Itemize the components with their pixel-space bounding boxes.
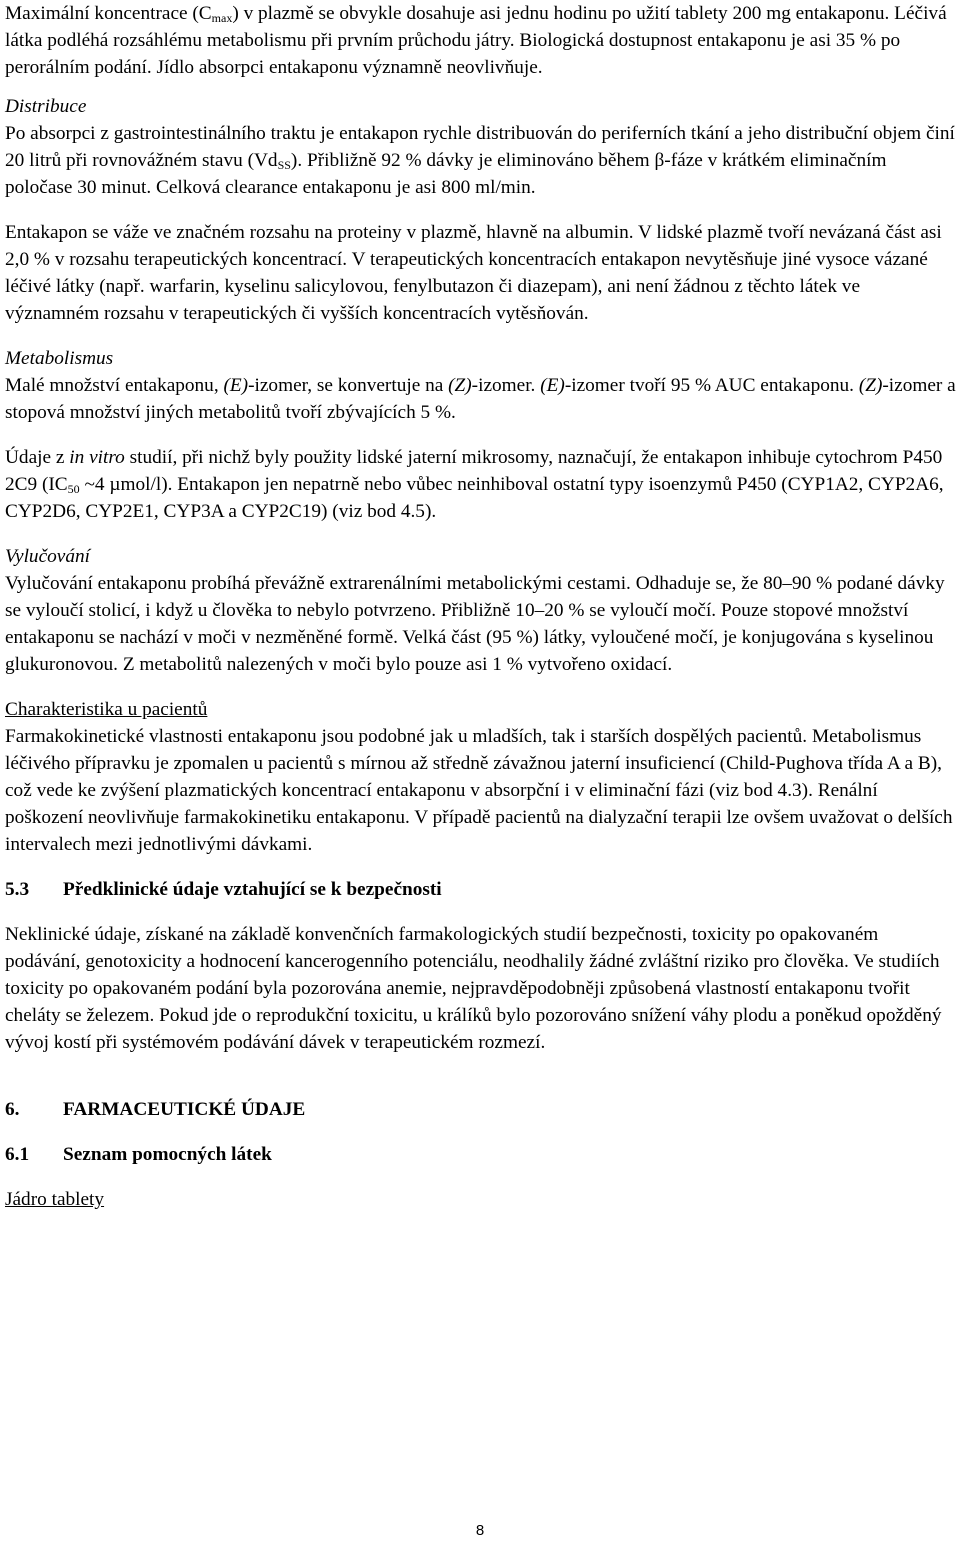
text-run: ~4 µmol/l). Entakapon jen nepatrně nebo vůbec neinhiboval ostatní typy isoenzymů P450 (CYP1A2, CYP2A6, CYP2D6, CYP2E1, CYP3A a CYP2C19) (viz bod 4.5). bbox=[5, 474, 944, 522]
section-title: Předklinické údaje vztahující se k bezpečnosti bbox=[63, 879, 442, 900]
section-number: 6.1 bbox=[5, 1144, 30, 1165]
page-number: 8 bbox=[475, 1522, 485, 1539]
subscript: 50 bbox=[67, 482, 80, 496]
text-run: Malé množství entakaponu, bbox=[5, 375, 224, 396]
italic-run: (Z) bbox=[448, 375, 472, 396]
text-run: Maximální koncentrace (C bbox=[5, 3, 212, 24]
charakteristika-paragraph: Farmakokinetické vlastnosti entakaponu jsou podobné jak u mladších, tak i starších dospělých pacientů. Metabolismus léčivého přípravku je zpomalen u pacientů s mírnou až středně závažnou jaterní insuficiencí (Child-Pughova třída A a B), což vede ke zvýšení plazmatických koncentrací entakaponu v absorpční i v eliminační fázi (viz bod 4.3). Renální poškození neovlivňuje farmakokinetiku entakaponu. V případě pacientů na dialyzační terapii lze ovšem uvažovat o delších intervalech mezi jednotlivými dávkami. bbox=[5, 726, 953, 855]
italic-run: in vitro bbox=[69, 447, 125, 468]
text-run: Údaje z bbox=[5, 447, 70, 468]
text-run: -izomer tvoří 95 % AUC entakaponu. bbox=[564, 375, 859, 396]
jadro-tablety-heading: Jádro tablety bbox=[5, 1189, 105, 1210]
section-5-3-heading bbox=[5, 876, 957, 903]
section-6-heading bbox=[5, 1096, 957, 1123]
metabolismus-paragraph-2 bbox=[5, 444, 957, 525]
italic-run: (Z) bbox=[858, 375, 883, 396]
text-run: -izomer a stopová množství jiných metabolitů tvoří zbývajících 5 %. bbox=[5, 375, 956, 423]
section-number: 6. bbox=[5, 1099, 20, 1120]
text-run: studií, při nichž byly použity lidské jaterní mikrosomy, naznačují, že entakapon inhibuje cytochrom P450 2C9 (IC bbox=[5, 447, 943, 495]
section-5-3-paragraph: Neklinické údaje, získané na základě konvenčních farmakologických studií bezpečnosti, toxicity po opakovaném podávání, genotoxicity a hodnocení kancerogenního potenciálu, neodhalily žádné zvláštní riziko pro člověka. Ve studiích toxicity po opakovaném podání byla pozorována anemie, nejpravděpodobněji způsobená vlastností entakaponu tvořit cheláty se železem. Pokud jde o reprodukční toxicitu, u králíků bylo pozorováno snížení váhy plodu a poněkud opožděný vývoj kostí při systémovém podávání dávek v terapeutickém rozmezí. bbox=[5, 924, 942, 1053]
italic-run: (E) bbox=[540, 375, 565, 396]
metabolismus-paragraph-1 bbox=[5, 372, 957, 426]
text-run: -izomer. bbox=[471, 375, 541, 396]
text-run: ) v plazmě se obvykle dosahuje asi jednu hodinu po užití tablety 200 mg entakaponu. Léčivá látka podléhá rozsáhlému metabolismu při prvním průchodu játry. Biologická dostupnost entakaponu je asi 35 % po perorálním podání. Jídlo absorpci entakaponu významně neovlivňuje. bbox=[5, 3, 947, 78]
text-run: -izomer, se konvertuje na bbox=[248, 375, 449, 396]
italic-run: (E) bbox=[223, 375, 249, 396]
section-6-1-heading bbox=[5, 1141, 957, 1168]
absorption-paragraph bbox=[5, 0, 957, 81]
section-title: FARMACEUTICKÉ ÚDAJE bbox=[63, 1099, 306, 1120]
subscript: max bbox=[211, 11, 233, 25]
charakteristika-heading: Charakteristika u pacientů bbox=[5, 699, 208, 720]
document-page bbox=[5, 0, 957, 1213]
text-run: ). Přibližně 92 % dávky je eliminováno během β-fáze v krátkém eliminačním poločase 30 minut. Celková clearance entakaponu je asi 800 ml/min. bbox=[5, 150, 887, 198]
section-number: 5.3 bbox=[5, 879, 30, 900]
section-title: Seznam pomocných látek bbox=[63, 1144, 272, 1165]
distribuce-paragraph-1 bbox=[5, 120, 957, 201]
vylucovani-paragraph: Vylučování entakaponu probíhá převážně extrarenálními metabolickými cestami. Odhaduje se, že 80–90 % podané dávky se vyloučí stolicí, i když u člověka to nebylo potvrzeno. Přibližně 10–20 % se vyloučí močí. Pouze stopové množství entakaponu se nachází v moči v nezměněné formě. Velká část (95 %) látky, vyloučené močí, je konjugována s kyselinou glukuronovou. Z metabolitů nalezených v moči bylo pouze asi 1 % vytvořeno oxidací. bbox=[5, 573, 945, 675]
text-run: Po absorpci z gastrointestinálního traktu je entakapon rychle distribuován do periferních tkání a jeho distribuční objem činí 20 litrů při rovnovážném stavu (Vd bbox=[5, 123, 955, 171]
subscript: SS bbox=[277, 158, 291, 172]
vylucovani-heading: Vylučování bbox=[5, 546, 90, 567]
metabolismus-heading: Metabolismus bbox=[5, 348, 114, 369]
distribuce-paragraph-2: Entakapon se váže ve značném rozsahu na proteiny v plazmě, hlavně na albumin. V lidské plazmě tvoří nevázaná část asi 2,0 % v rozsahu terapeutických koncentrací. V terapeutických koncentracích entakapon nevytěsňuje jiné vysoce vázané léčivé látky (např. warfarin, kyselinu salicylovou, fenylbutazon či diazepam), ani není žádnou z těchto látek ve významném rozsahu v terapeutických či vyšších koncentracích vytěsňován. bbox=[5, 222, 942, 324]
distribuce-heading: Distribuce bbox=[5, 96, 87, 117]
